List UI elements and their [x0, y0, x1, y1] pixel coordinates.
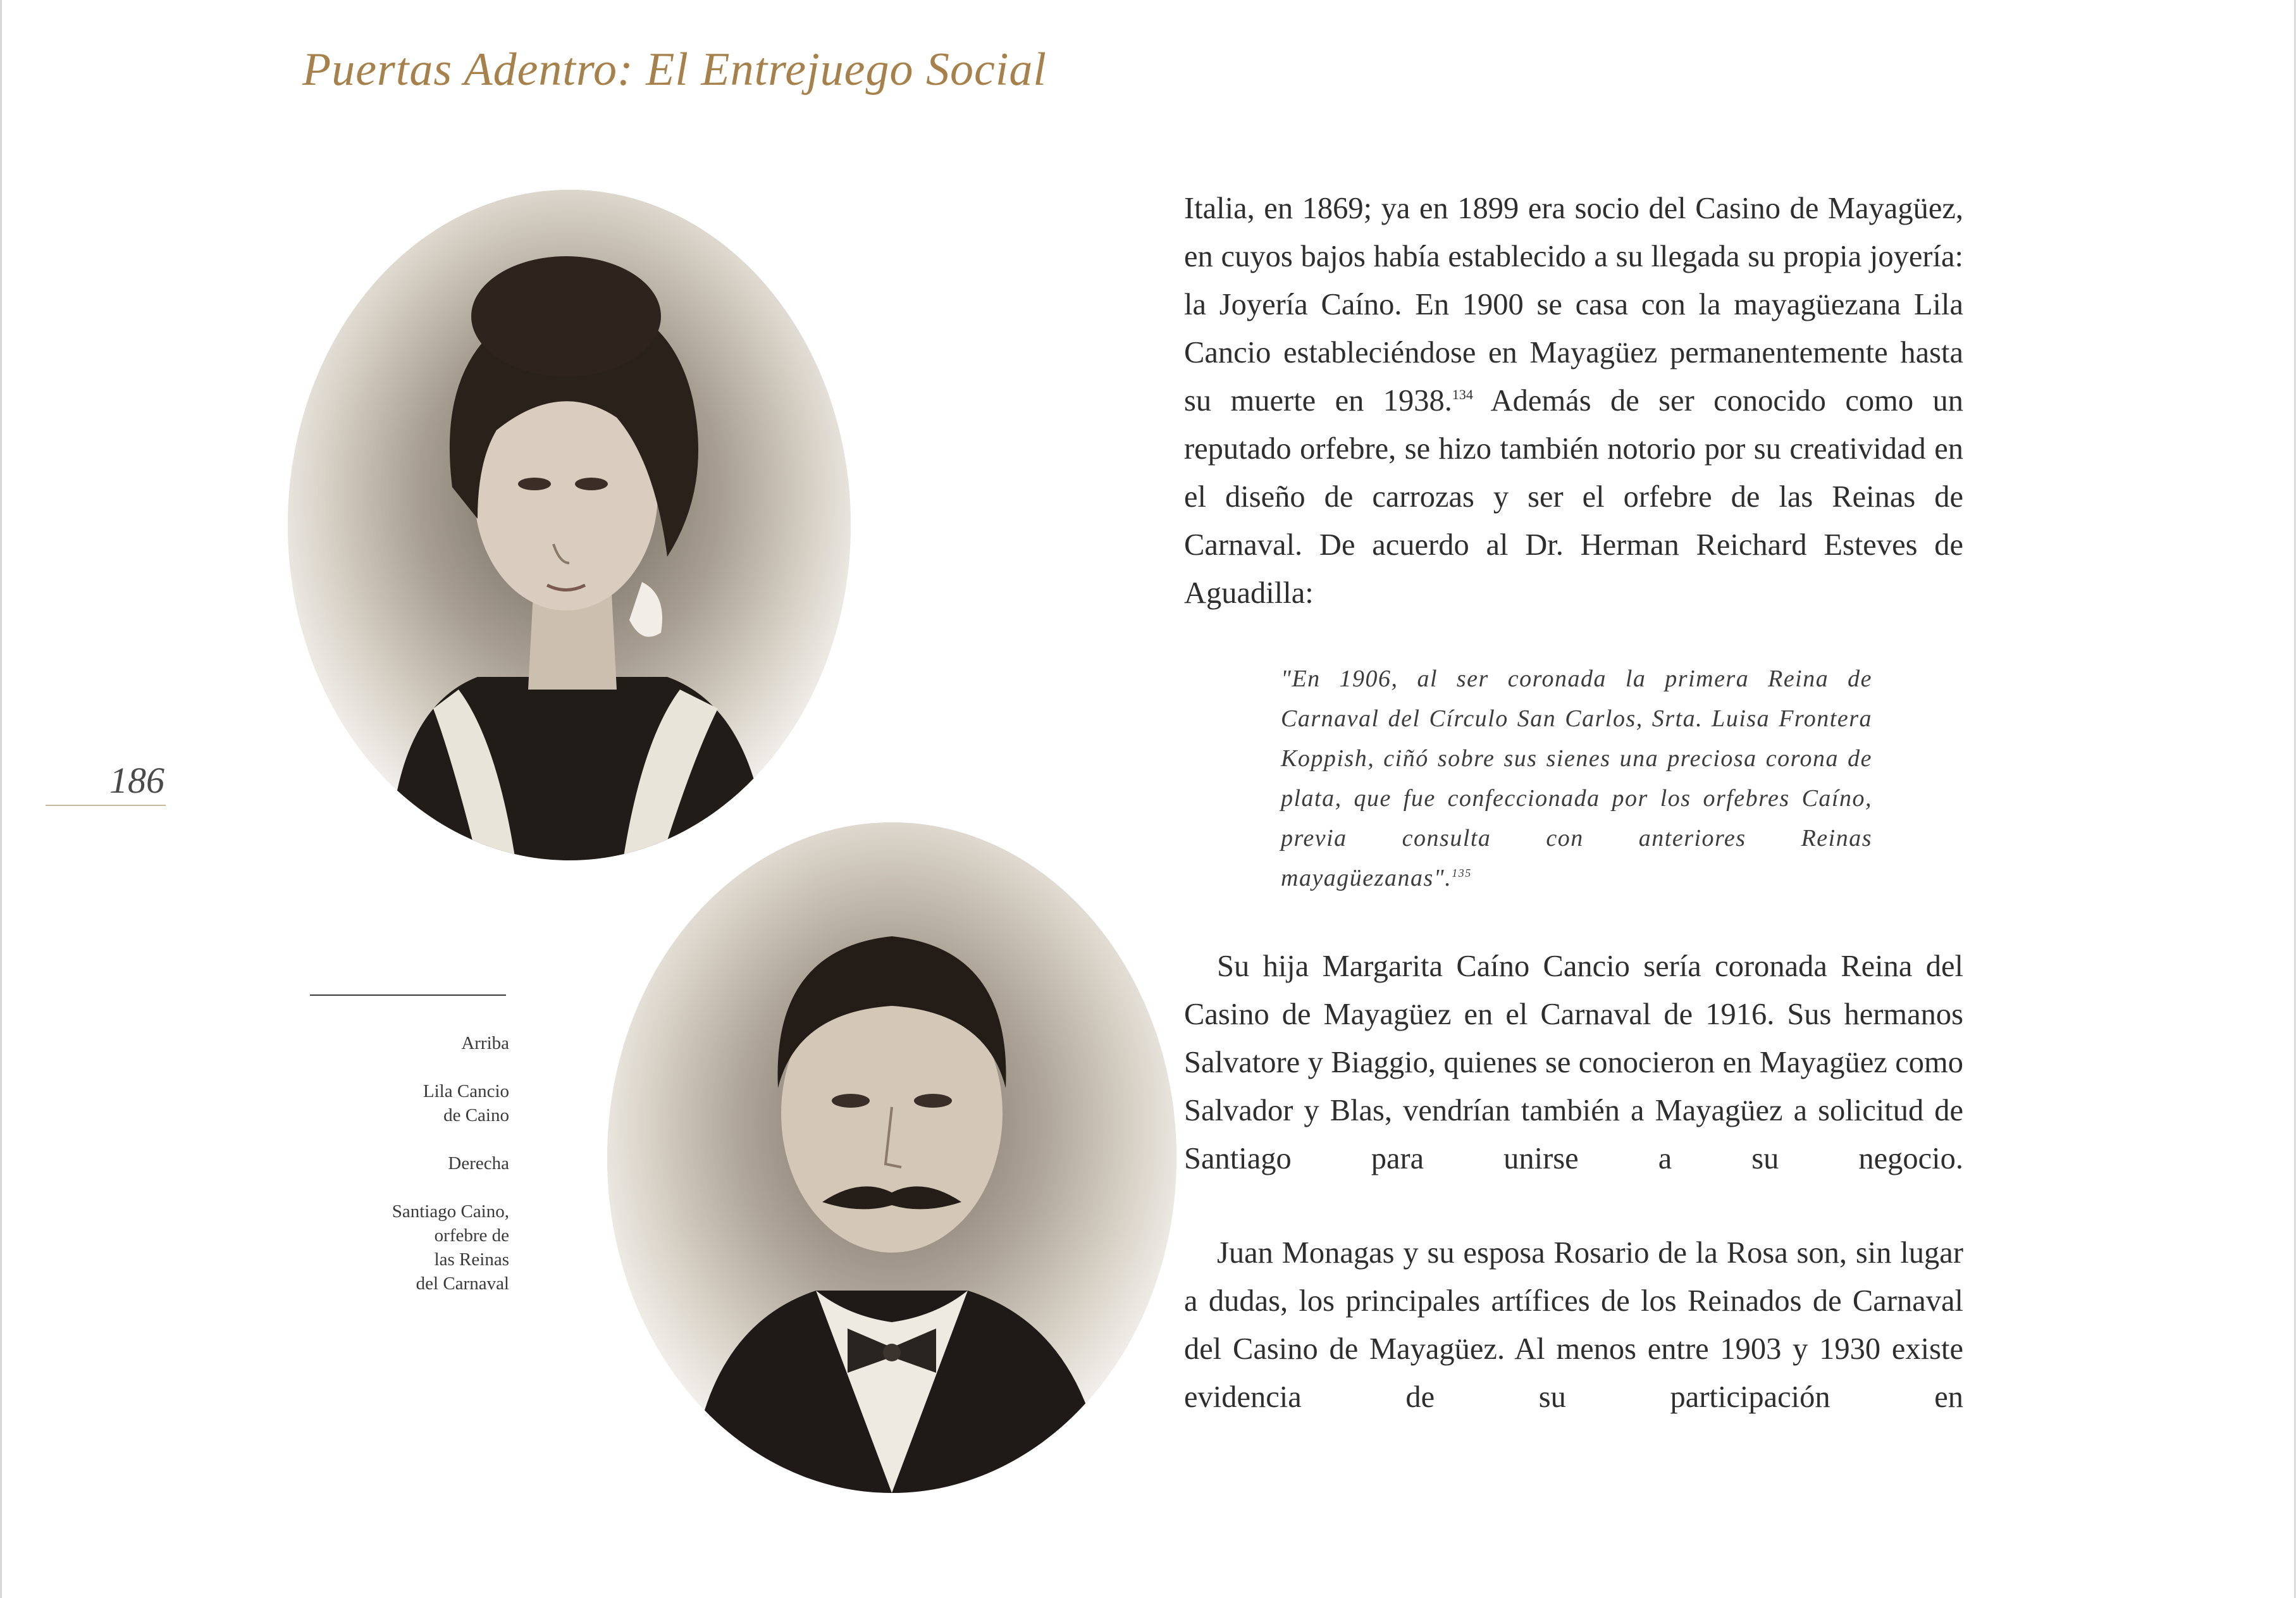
body-paragraph-2: Su hija Margarita Caíno Cancio sería coronada Reina del Casino de Mayagüez en el Carnaval de 1916. Sus hermanos Salvatore y Biaggio, quienes se conocieron en Mayagüez como Salvador y Blas, vendrían también a Mayagüez a solicitud de Santiago para unirse a su negocio.	[1184, 950, 1963, 1175]
caption-right-line4: del Carnaval	[416, 1273, 509, 1294]
caption-right-line3: las Reinas	[434, 1249, 509, 1270]
block-quote	[1281, 659, 1872, 898]
footnote-ref-135: 135	[1452, 867, 1472, 879]
caption-right-line2: orfebre de	[434, 1225, 509, 1246]
running-head: Puertas Adentro: El Entrejuego Social	[302, 44, 1047, 96]
photo-captions	[342, 1031, 509, 1296]
portrait-lila-cancio-drawing	[288, 190, 851, 860]
block-quote-text: "En 1906, al ser coronada la primera Reina de Carnaval del Círculo San Carlos, Srta. Luisa Frontera Koppish, ciñó sobre sus sienes una preciosa corona de plata, que fue confeccionada por los orfebres Caíno, previa consulta con anteriores Reinas mayagüezanas".	[1281, 666, 1872, 891]
portrait-santiago-caino	[607, 822, 1176, 1493]
portrait-santiago-caino-drawing	[607, 822, 1176, 1493]
body-paragraph-1	[1184, 185, 1963, 617]
body-paragraph-1-text: Italia, en 1869; ya en 1899 era socio del Casino de Mayagüez, en cuyos bajos había establecido a su llegada su propia joyería: la Joyería Caíno. En 1900 se casa con la mayagüezana Lila Cancio estableciéndose en Mayagüez permanentemente hasta su muerte en 1938.	[1184, 192, 1963, 418]
body-paragraph-1-continued: Además de ser conocido como un reputado orfebre, se hizo también notorio por su creatividad en el diseño de carrozas y ser el orfebre de las Reinas de Carnaval. De acuerdo al Dr. Herman Reichard Esteves de Aguadilla:	[1184, 384, 1963, 610]
caption-rule	[310, 994, 506, 996]
portrait-lila-cancio	[288, 190, 851, 860]
footnote-ref-134: 134	[1452, 387, 1473, 402]
caption-right-label: Derecha	[448, 1153, 509, 1174]
page-number: 186	[109, 760, 164, 801]
caption-above-label: Arriba	[461, 1033, 509, 1053]
caption-above-line2: de Caino	[443, 1105, 509, 1125]
caption-right-line1: Santiago Caino,	[392, 1201, 509, 1222]
caption-above-line1: Lila Cancio	[423, 1081, 509, 1101]
page-number-rule	[46, 805, 166, 806]
body-paragraph-3: Juan Monagas y su esposa Rosario de la Rosa son, sin lugar a dudas, los principales artífices de los Reinados de Carnaval del Casino de Mayagüez. Al menos entre 1903 y 1930 existe evidencia de su participación en	[1184, 1236, 1963, 1414]
